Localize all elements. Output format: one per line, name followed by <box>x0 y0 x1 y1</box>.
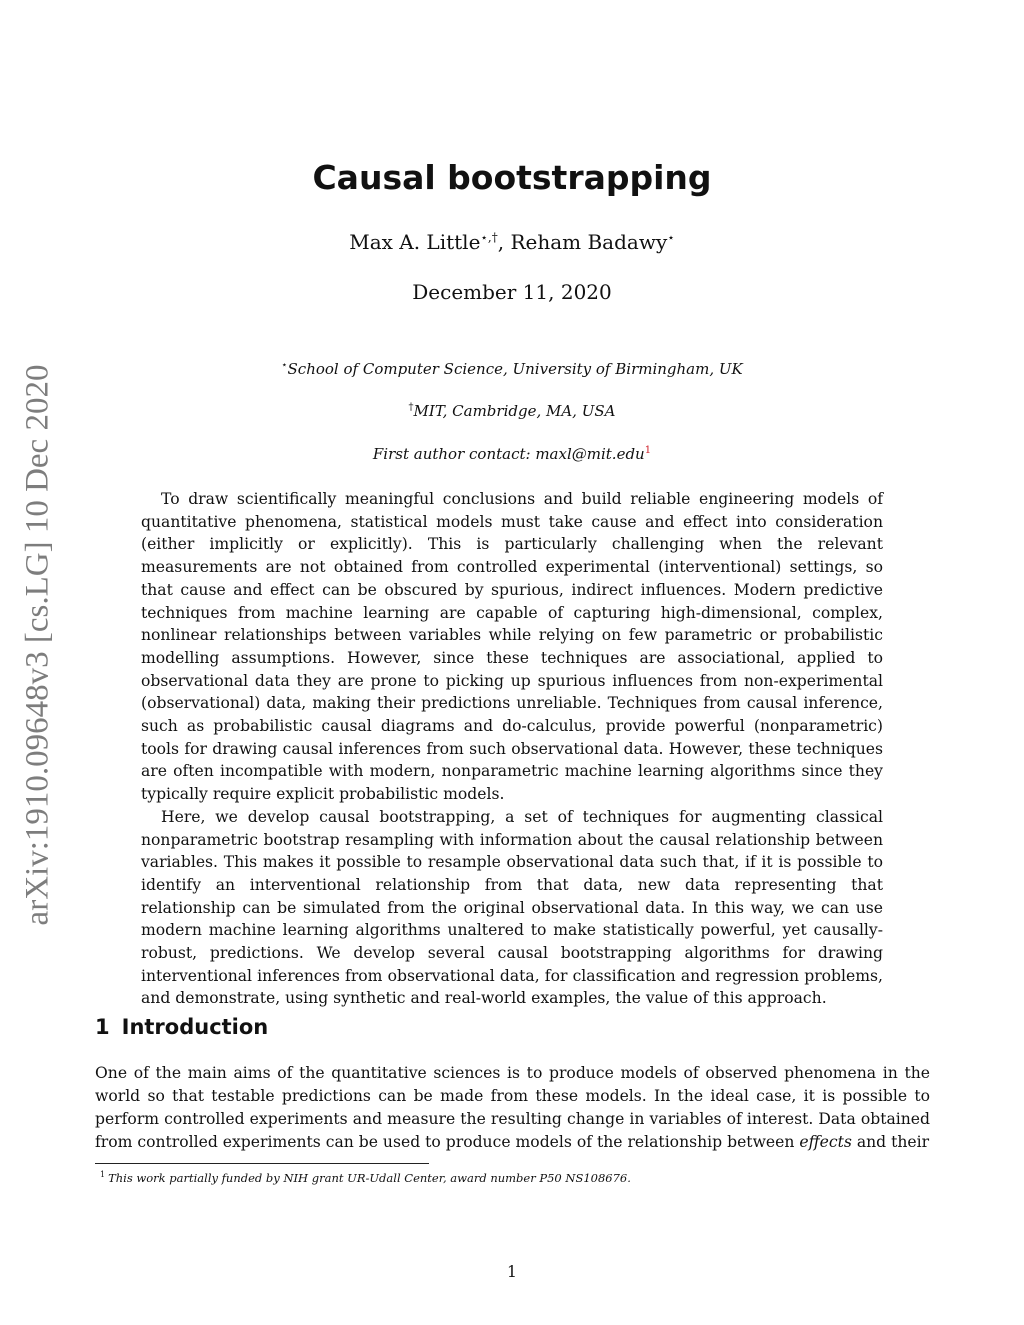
author-name: Reham Badawy <box>510 230 668 254</box>
author-list <box>0 230 1024 254</box>
affiliation-mark: † <box>408 402 414 413</box>
paper-date: December 11, 2020 <box>412 280 612 304</box>
intro-text: One of the main aims of the quantitative sciences is to produce models of observed phenomena in the world so that testable predictions can be made from these models. In the ideal case, it is possible to perform controlled experiments and measure the resulting change in variables of interest. Data obtained from controlled experiments can be used to produce models of the relationship between <box>95 1064 930 1151</box>
footnote-text: This work partially funded by NIH grant UR-Udall Center, award number P50 NS108676. <box>108 1170 631 1185</box>
paper-title: Causal bootstrapping <box>312 158 712 197</box>
intro-emphasis: effects <box>799 1133 852 1151</box>
author-name: Max A. Little <box>349 230 481 254</box>
footnote-ref-link[interactable]: 1 <box>644 445 652 456</box>
section-title: Introduction <box>121 1015 269 1039</box>
author-marks: ⋆ <box>667 230 675 245</box>
footnote-mark: 1 <box>100 1170 106 1179</box>
footnote-rule <box>95 1163 429 1164</box>
footnote <box>100 1170 631 1185</box>
affiliation-mark: ⋆ <box>281 360 288 371</box>
abstract-paragraph: To draw scientifically meaningful conclusions and build reliable engineering models of quantitative phenomena, statistical models must take cause and effect into consideration (either implicitly or explicitly). This is particularly challenging when the relevant measurements are not obtained from controlled experimental (interventional) settings, so that cause and effect can be obscured by spurious, indirect influences. Modern predictive techniques from machine learning are capable of capturing high-dimensional, complex, nonlinear relationships between variables while relying on few parametric or probabilistic modelling assumptions. However, since these techniques are associational, applied to observational data they are prone to picking up spurious influences from non-experimental (observational) data, making their predictions unreliable. Techniques from causal inference, such as probabilistic causal diagrams and do-calculus, provide powerful (nonparametric) tools for drawing causal inferences from such observational data. However, these techniques are often incompatible with modern, nonparametric machine learning algorithms since they typically require explicit probabilistic models. <box>141 490 883 804</box>
page-number: 1 <box>507 1263 517 1281</box>
affiliation-text: School of Computer Science, University of Birmingham, UK <box>287 360 743 378</box>
arxiv-stamp: arXiv:1910.09648v3 [cs.LG] 10 Dec 2020 <box>19 364 56 926</box>
abstract <box>141 488 883 1010</box>
abstract-paragraph: Here, we develop causal bootstrapping, a set of techniques for augmenting classical nonparametric bootstrap resampling with information about the causal relationship between variables. This makes it possible to resample observational data such that, if it is possible to identify an interventional relationship from that data, new data representing that relationship can be simulated from the original observational data. In this way, we can use modern machine learning algorithms unaltered to make statistically powerful, yet causally-robust, predictions. We develop several causal bootstrapping algorithms for drawing interventional inferences from observational data, for classification and regression problems, and demonstrate, using synthetic and real-world examples, the value of this approach. <box>141 807 883 1008</box>
author-marks: ⋆,† <box>480 230 498 245</box>
affiliation-birmingham <box>0 360 1024 378</box>
body-text <box>95 1062 930 1154</box>
section-heading <box>95 1015 268 1039</box>
author-contact <box>0 445 1024 463</box>
intro-paragraph <box>95 1062 930 1154</box>
intro-text-end: and their <box>851 1133 930 1151</box>
contact-text: First author contact: maxl@mit.edu <box>372 445 645 463</box>
section-number: 1 <box>95 1015 110 1039</box>
affiliation-text: MIT, Cambridge, MA, USA <box>413 402 616 420</box>
affiliation-mit <box>0 402 1024 420</box>
author-separator: , <box>497 230 511 254</box>
